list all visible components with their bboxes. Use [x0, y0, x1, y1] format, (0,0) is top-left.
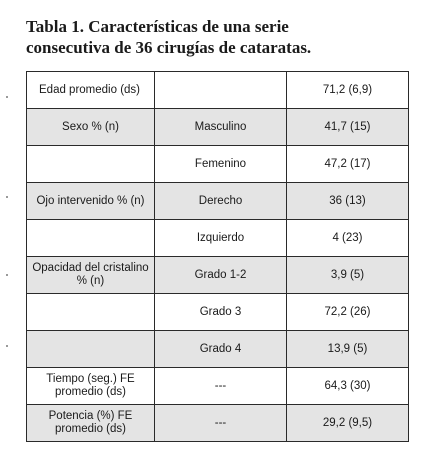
margin-mark — [6, 345, 8, 347]
row-category: Grado 4 — [155, 331, 287, 368]
characteristics-table — [26, 71, 409, 442]
row-value: 47,2 (17) — [287, 146, 409, 183]
margin-mark — [6, 274, 8, 276]
row-value: 41,7 (15) — [287, 109, 409, 146]
table-row — [27, 368, 409, 405]
table-row — [27, 220, 409, 257]
row-label: Potencia (%) FE promedio (ds) — [27, 405, 155, 442]
table-row — [27, 331, 409, 368]
row-value: 36 (13) — [287, 183, 409, 220]
table-row — [27, 146, 409, 183]
row-category: Derecho — [155, 183, 287, 220]
row-category: --- — [155, 368, 287, 405]
table-row — [27, 257, 409, 294]
row-value: 64,3 (30) — [287, 368, 409, 405]
row-value: 72,2 (26) — [287, 294, 409, 331]
row-label — [27, 331, 155, 368]
table-title-line-2: consecutiva de 36 cirugías de cataratas. — [26, 38, 312, 57]
row-category — [155, 72, 287, 109]
row-label: Edad promedio (ds) — [27, 72, 155, 109]
margin-mark — [6, 196, 8, 198]
row-label: Tiempo (seg.) FE promedio (ds) — [27, 368, 155, 405]
row-label — [27, 294, 155, 331]
row-value: 71,2 (6,9) — [287, 72, 409, 109]
row-value: 13,9 (5) — [287, 331, 409, 368]
row-label — [27, 220, 155, 257]
row-label: Ojo intervenido % (n) — [27, 183, 155, 220]
row-value: 4 (23) — [287, 220, 409, 257]
table-row — [27, 72, 409, 109]
row-category: Izquierdo — [155, 220, 287, 257]
row-label — [27, 146, 155, 183]
table-title — [26, 16, 416, 58]
row-label: Opacidad del cristalino % (n) — [27, 257, 155, 294]
row-value: 29,2 (9,5) — [287, 405, 409, 442]
row-label: Sexo % (n) — [27, 109, 155, 146]
row-category: --- — [155, 405, 287, 442]
row-category: Femenino — [155, 146, 287, 183]
table-row — [27, 109, 409, 146]
table-title-line-1: Tabla 1. Características de una serie — [26, 17, 289, 36]
table-row — [27, 405, 409, 442]
row-category: Masculino — [155, 109, 287, 146]
row-category: Grado 1-2 — [155, 257, 287, 294]
margin-mark — [6, 96, 8, 98]
row-category: Grado 3 — [155, 294, 287, 331]
table-row — [27, 294, 409, 331]
row-value: 3,9 (5) — [287, 257, 409, 294]
table-row — [27, 183, 409, 220]
